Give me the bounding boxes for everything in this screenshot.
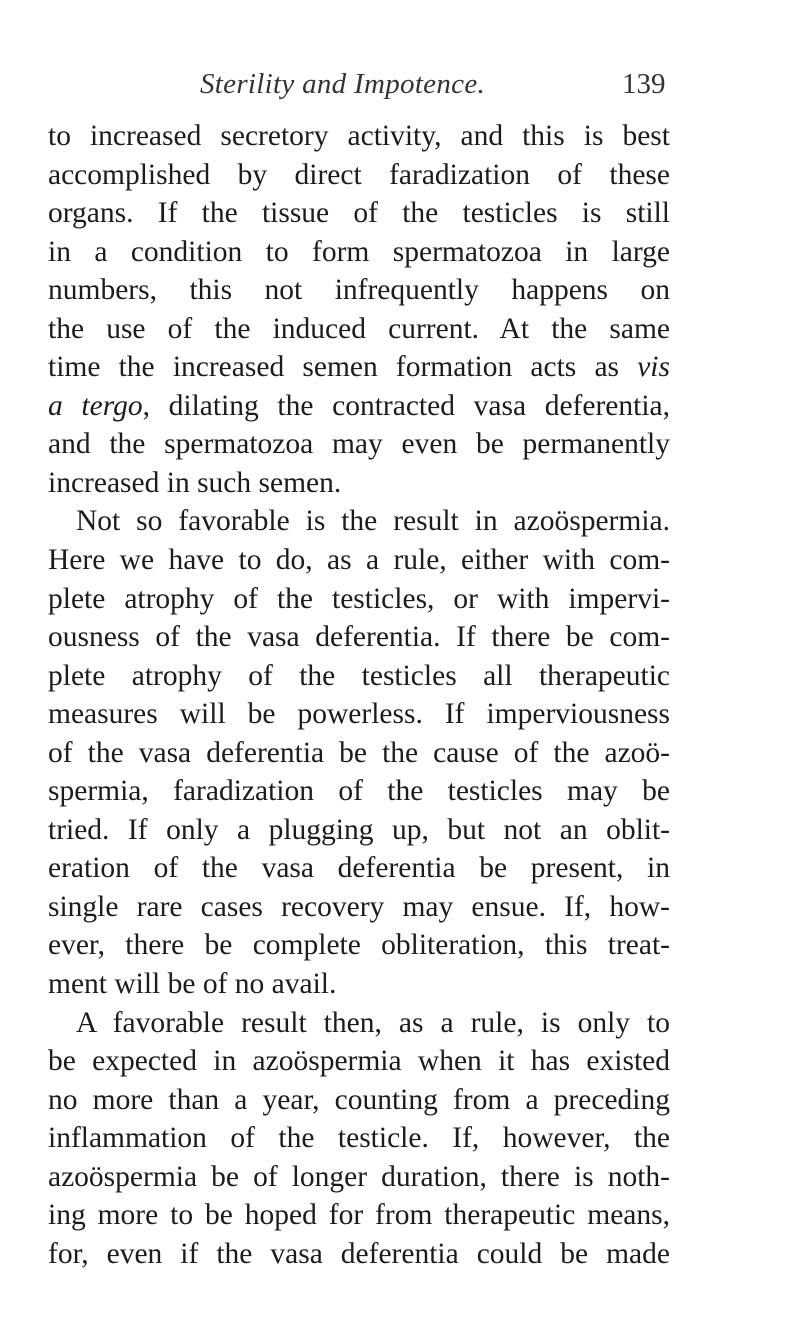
text-line: ing more to be hoped for from therapeutic means, [48,1199,670,1232]
text-line: A favorable result then, as a rule, is only to [76,1006,670,1039]
text-line: to increased secretory activity, and this is best [48,120,670,152]
text-line: the use of the induced current. At the same [48,312,670,345]
text-line: Here we have to do, as a rule, either with com- [48,544,670,577]
text-line: Not so favorable is the result in azoöspermia. [76,505,670,538]
text-line: plete atrophy of the testicles all therapeutic [48,659,670,692]
text-line: increased in such semen. [48,466,342,499]
italic-phrase: a tergo [48,389,143,422]
text-line: and the spermatozoa may even be permanently [48,428,670,461]
body-text [48,117,670,1273]
text-line: be expected in azoöspermia when it has existed [48,1045,670,1078]
text-line: for, even if the vasa deferentia could be made [48,1237,670,1270]
text-line [48,348,670,387]
text-line: eration of the vasa deferentia be present, in [48,852,670,885]
text-line: spermia, faradization of the testicles may be [48,775,670,808]
text-line: of the vasa deferentia be the cause of the azoö- [48,736,670,769]
text-line [48,387,670,426]
text-line: tried. If only a plugging up, but not an oblit- [48,813,670,846]
text-line: no more than a year, counting from a preceding [48,1083,670,1116]
running-head-title: Sterility and Impotence. [200,68,486,100]
text-line: measures will be powerless. If imperviousness [48,698,670,731]
text-line-part: time the increased semen formation acts as [48,351,638,384]
text-line: azoöspermia be of longer duration, there is noth- [48,1160,670,1193]
text-line: plete atrophy of the testicles, or with impervi- [48,582,670,615]
page-number: 139 [622,68,666,100]
text-line: in a condition to form spermatozoa in large [48,235,670,268]
text-line: ever, there be complete obliteration, this treat- [48,929,670,962]
text-line: ment will be of no avail. [48,968,337,1001]
italic-phrase: vis [637,351,670,384]
text-line-part: dilating the contracted vasa deferentia, [168,389,670,422]
text-line: ousness of the vasa deferentia. If there be com- [48,621,670,654]
text-line: organs. If the tissue of the testicles is still [48,197,670,230]
text-line: numbers, this not infrequently happens on [48,274,670,307]
text-line-part: , [142,389,150,422]
text-line: single rare cases recovery may ensue. If, how- [48,890,670,923]
text-line: accomplished by direct faradization of these [48,158,670,191]
text-line: inflammation of the testicle. If, however, the [48,1122,670,1155]
